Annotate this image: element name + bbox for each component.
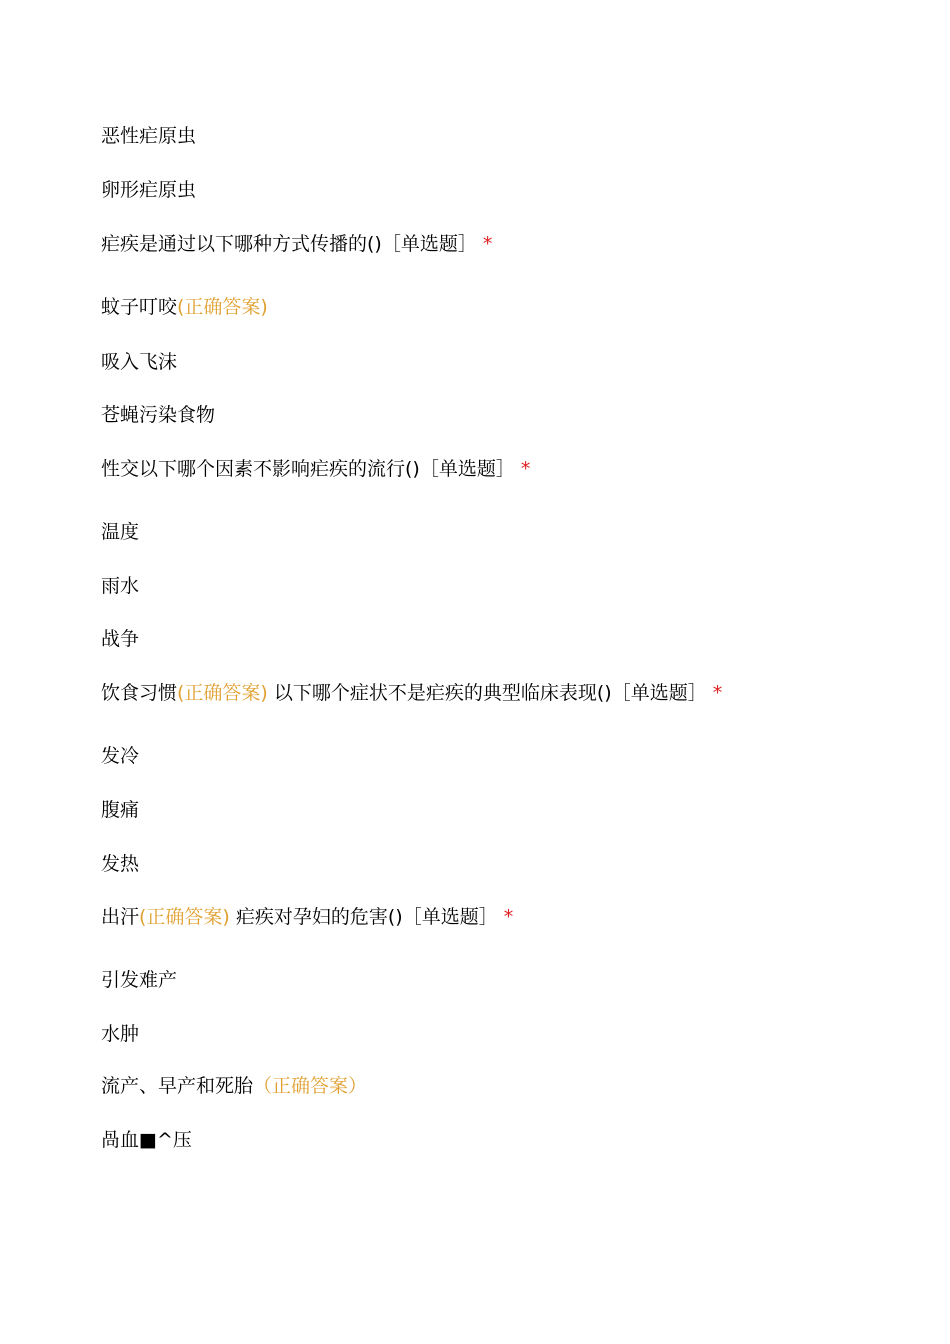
correct-answer-marker: （正确答案） [253, 1075, 368, 1097]
option-text: 吸入飞沫 [101, 351, 178, 373]
option-text: 咼血■^压 [101, 1129, 192, 1151]
option-text: 饮食习惯 [101, 682, 178, 704]
required-star: * [503, 906, 514, 928]
correct-answer-marker: (正确答案) [139, 906, 230, 928]
line-12 [101, 798, 139, 822]
question-3 [101, 681, 722, 705]
question-4 [101, 905, 513, 929]
line-9 [101, 627, 139, 651]
option-text: 恶性疟原虫 [101, 125, 197, 147]
question-text: 疟疾是通过以下哪种方式传播的()［单选题］ [101, 233, 477, 255]
option-text: 温度 [101, 521, 140, 543]
line-17 [101, 1074, 367, 1098]
correct-answer-marker: (正确答案) [177, 296, 268, 318]
question-text: 性交以下哪个因素不影响疟疾的流行()［单选题］ [101, 458, 515, 480]
correct-answer-marker: (正确答案) [177, 682, 268, 704]
option-text: 水肿 [101, 1023, 140, 1045]
question-2 [101, 457, 530, 481]
line-8 [101, 574, 139, 598]
option-text: 出汗 [101, 906, 140, 928]
line-3 [101, 295, 268, 319]
option-text: 发热 [101, 853, 140, 875]
option-text: 引发难产 [101, 969, 178, 991]
line-15 [101, 968, 177, 992]
line-7 [101, 520, 139, 544]
line-5 [101, 403, 215, 427]
option-text: 战争 [101, 628, 140, 650]
option-text: 发冷 [101, 745, 140, 767]
line-18 [101, 1128, 192, 1152]
required-star: * [482, 233, 493, 255]
line-1 [101, 178, 196, 202]
question-text: 疟疾对孕妇的危害()［单选题］ [235, 906, 498, 928]
line-11 [101, 744, 139, 768]
question-1 [101, 232, 492, 256]
option-text: 苍蝇污染食物 [101, 404, 216, 426]
option-text: 流产、早产和死胎 [101, 1075, 254, 1097]
question-text: 以下哪个症状不是疟疾的典型临床表现()［单选题］ [273, 682, 707, 704]
line-16 [101, 1022, 139, 1046]
line-13 [101, 852, 139, 876]
line-4 [101, 350, 177, 374]
line-0 [101, 124, 196, 148]
required-star: * [520, 458, 531, 480]
option-text: 腹痛 [101, 799, 140, 821]
option-text: 蚊子叮咬 [101, 296, 178, 318]
option-text: 雨水 [101, 575, 140, 597]
option-text: 卵形疟原虫 [101, 179, 197, 201]
required-star: * [712, 682, 723, 704]
